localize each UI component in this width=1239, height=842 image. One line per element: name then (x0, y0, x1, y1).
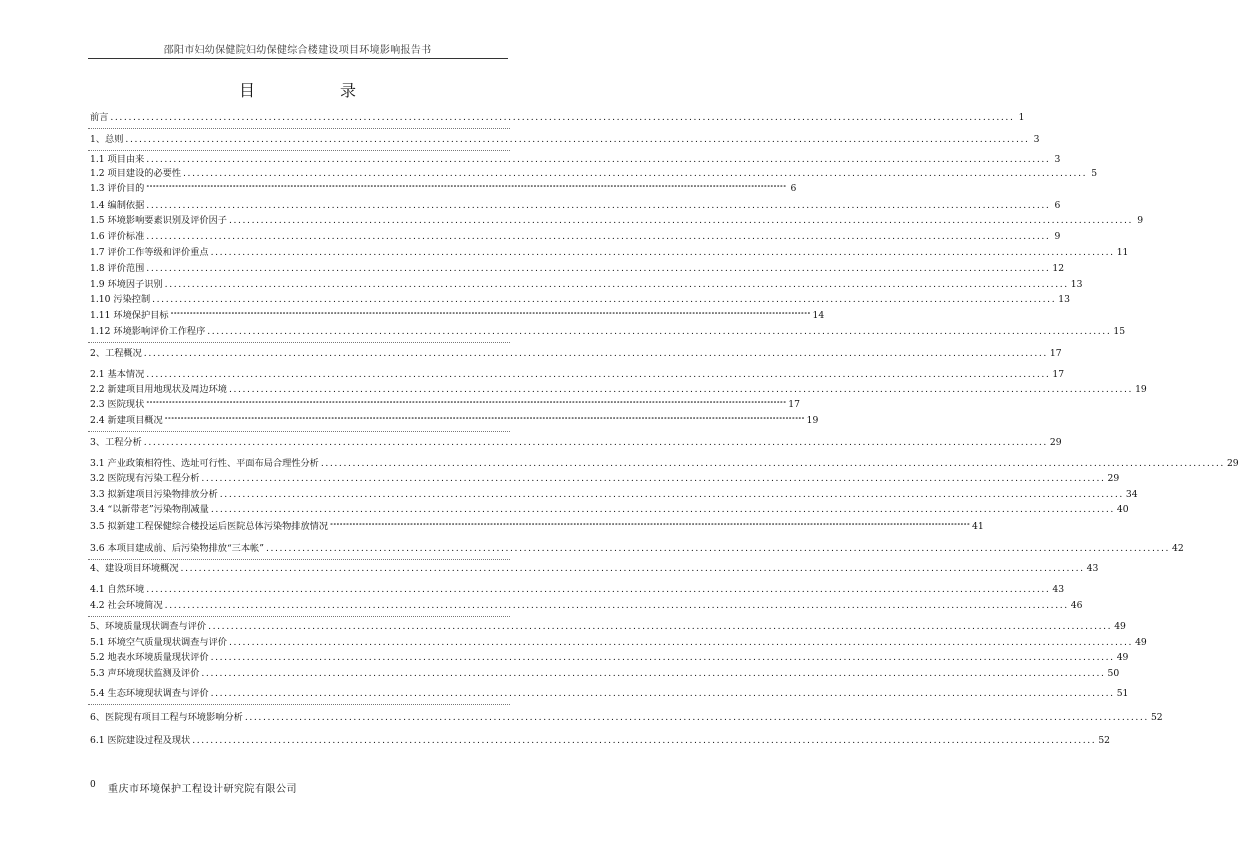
toc-entry-title: 3、工程分析 (90, 437, 142, 448)
toc-entry-title: 1.3 评价目的 (90, 183, 145, 194)
toc-entry-page: 5 (1091, 168, 1098, 179)
toc-entry-title: 1、总则 (90, 134, 124, 145)
toc-leader-dots: ........................................................................................................................................................................................................ (265, 543, 1171, 554)
toc-entry[interactable] (90, 712, 1163, 724)
toc-entry-title: 1.6 评价标准 (90, 231, 145, 242)
toc-entry[interactable] (90, 134, 1040, 146)
toc-leader-dots: ........................................................................................................................................................................................................ (219, 489, 1124, 500)
toc-leader-dots: ........................................................................................................................................................................................................ (146, 263, 1051, 274)
toc-entry-page: 43 (1086, 563, 1099, 574)
toc-leader-dots: °°°°°°°°°°°°°°°°°°°°°°°°°°°°°°°°°°°°°°°°°°°°°°°°°°°°°°°°°°°°°°°°°°°°°°°°°°°°°°°°°°°°°°°°°°°°°°°°°°°°°°°°°°°°°°°°°°°°°°°°°°°°°°°°°°°°°°°°°°°°°°°°°°°°°°°°°°°°°°°°°°°°°°°°°°°°°°°°°°°°°°°°°°°°°°°°°°°°°°°° (146, 401, 787, 408)
toc-entry[interactable] (90, 263, 1065, 275)
toc-entry-page: 52 (1150, 712, 1163, 723)
toc-leader-dots: ........................................................................................................................................................................................................ (208, 621, 1113, 632)
toc-leader-dots: °°°°°°°°°°°°°°°°°°°°°°°°°°°°°°°°°°°°°°°°°°°°°°°°°°°°°°°°°°°°°°°°°°°°°°°°°°°°°°°°°°°°°°°°°°°°°°°°°°°°°°°°°°°°°°°°°°°°°°°°°°°°°°°°°°°°°°°°°°°°°°°°°°°°°°°°°°°°°°°°°°°°°°°°°°°°°°°°°°°°°°°°°°°°°°°°°°°°°°°° (164, 417, 805, 424)
toc-entry-page: 19 (806, 415, 819, 426)
toc-entry-title: 3.4 “以新带老”污染物削减量 (90, 504, 209, 515)
toc-separator (88, 150, 510, 151)
toc-entry-title: 1.1 项目由来 (90, 154, 145, 165)
toc-entry-title: 1.5 环境影响要素识别及评价因子 (90, 215, 227, 226)
toc-entry-title: 3.2 医院现有污染工程分析 (90, 473, 200, 484)
toc-entry[interactable] (90, 348, 1062, 360)
toc-entry-page: 17 (1052, 369, 1065, 380)
toc-leader-dots: ........................................................................................................................................................................................................ (207, 326, 1112, 337)
toc-separator (88, 704, 510, 705)
toc-entry[interactable] (90, 458, 1239, 470)
toc-entry-page: 19 (1135, 384, 1147, 395)
toc-leader-dots: ........................................................................................................................................................................................................ (146, 231, 1051, 242)
toc-entry-title: 3.1 产业政策相符性、选址可行性、平面布局合理性分析 (90, 458, 319, 469)
toc-entry[interactable] (90, 600, 1083, 612)
toc-separator (88, 128, 510, 129)
toc-entry-page: 34 (1125, 489, 1138, 500)
toc-separator (88, 616, 510, 617)
toc-entry[interactable] (90, 200, 1061, 212)
toc-entry[interactable] (90, 399, 800, 411)
toc-entry[interactable] (90, 183, 797, 195)
toc-leader-dots: ........................................................................................................................................................................................................ (210, 688, 1115, 699)
toc-entry[interactable] (90, 521, 984, 533)
toc-entry[interactable] (90, 326, 1126, 338)
toc-entry-page: 42 (1172, 543, 1184, 554)
toc-entry[interactable] (90, 369, 1065, 381)
toc-entry[interactable] (90, 473, 1120, 485)
toc-leader-dots: ........................................................................................................................................................................................................ (146, 369, 1051, 380)
toc-entry-page: 6 (1054, 200, 1061, 211)
toc-entry[interactable] (90, 437, 1062, 449)
toc-entry-title: 4.2 社会环境简况 (90, 600, 163, 611)
toc-entry-page: 29 (1107, 473, 1120, 484)
toc-leader-dots: °°°°°°°°°°°°°°°°°°°°°°°°°°°°°°°°°°°°°°°°°°°°°°°°°°°°°°°°°°°°°°°°°°°°°°°°°°°°°°°°°°°°°°°°°°°°°°°°°°°°°°°°°°°°°°°°°°°°°°°°°°°°°°°°°°°°°°°°°°°°°°°°°°°°°°°°°°°°°°°°°°°°°°°°°°°°°°°°°°°°°°°°°°°°°°°°°°°°°°°° (146, 185, 787, 192)
toc-entry-page: 14 (812, 310, 825, 321)
toc-entry[interactable] (90, 652, 1129, 664)
toc-entry-title: 1.10 污染控制 (90, 294, 151, 305)
toc-entry[interactable] (90, 504, 1129, 516)
toc-entry-title: 2.2 新建项目用地现状及周边环境 (90, 384, 227, 395)
toc-entry[interactable] (90, 637, 1147, 649)
toc-leader-dots: ........................................................................................................................................................................................................ (228, 384, 1134, 395)
toc-leader-dots: ........................................................................................................................................................................................................ (244, 712, 1149, 723)
toc-entry-page: 3 (1033, 134, 1040, 145)
toc-leader-dots: °°°°°°°°°°°°°°°°°°°°°°°°°°°°°°°°°°°°°°°°°°°°°°°°°°°°°°°°°°°°°°°°°°°°°°°°°°°°°°°°°°°°°°°°°°°°°°°°°°°°°°°°°°°°°°°°°°°°°°°°°°°°°°°°°°°°°°°°°°°°°°°°°°°°°°°°°°°°°°°°°°°°°°°°°°°°°°°°°°°°°°°°°°°°°°°°°°°°°°°° (330, 523, 971, 530)
toc-entry-page: 46 (1070, 600, 1083, 611)
toc-entry[interactable] (90, 168, 1098, 180)
toc-entry-title: 1.8 评价范围 (90, 263, 145, 274)
toc-leader-dots: ........................................................................................................................................................................................................ (146, 154, 1051, 165)
toc-leader-dots: ........................................................................................................................................................................................................ (228, 637, 1134, 648)
toc-entry-title: 5.2 地表水环境质量现状评价 (90, 652, 209, 663)
toc-leader-dots: ........................................................................................................................................................................................................ (320, 458, 1225, 469)
toc-entry[interactable] (90, 543, 1184, 555)
toc-entry[interactable] (90, 154, 1061, 166)
toc-entry-title: 5.1 环境空气质量现状调查与评价 (90, 637, 227, 648)
toc-entry-page: 52 (1098, 735, 1111, 746)
toc-entry-title: 2.1 基本情况 (90, 369, 145, 380)
toc-entry[interactable] (90, 294, 1070, 306)
toc-leader-dots: ........................................................................................................................................................................................................ (164, 600, 1069, 611)
toc-entry-page: 15 (1113, 326, 1126, 337)
toc-entry-title: 5.3 声环境现状监测及评价 (90, 668, 200, 679)
toc-entry[interactable] (90, 112, 1025, 124)
toc-entry-page: 50 (1107, 668, 1120, 679)
toc-entry-title: 2、工程概况 (90, 348, 142, 359)
toc-leader-dots: ........................................................................................................................................................................................................ (110, 112, 1015, 123)
toc-leader-dots: ........................................................................................................................................................................................................ (201, 473, 1106, 484)
toc-entry-page: 51 (1116, 688, 1129, 699)
toc-entry-page: 3 (1054, 154, 1061, 165)
toc-entry[interactable] (90, 621, 1126, 633)
toc-entry-page: 12 (1052, 263, 1065, 274)
toc-leader-dots: ........................................................................................................................................................................................................ (201, 668, 1106, 679)
toc-leader-dots: ........................................................................................................................................................................................................ (152, 294, 1057, 305)
toc-entry-title: 4、建设项目环境概况 (90, 563, 179, 574)
toc-entry-page: 6 (790, 183, 797, 194)
toc-leader-dots: ........................................................................................................................................................................................................ (210, 247, 1115, 258)
toc-entry-title: 2.3 医院现状 (90, 399, 145, 410)
toc-entry-page: 9 (1137, 215, 1144, 226)
toc-leader-dots: ........................................................................................................................................................................................................ (210, 504, 1115, 515)
toc-entry-title: 1.9 环境因子识别 (90, 279, 163, 290)
toc-entry-page: 49 (1135, 637, 1147, 648)
toc-entry-title: 1.2 项目建设的必要性 (90, 168, 182, 179)
toc-entry-page: 13 (1058, 294, 1070, 305)
toc-entry-page: 43 (1052, 584, 1065, 595)
toc-entry[interactable] (90, 215, 1144, 227)
toc-entry-title: 2.4 新建项目概况 (90, 415, 163, 426)
toc-entry-title: 前言 (90, 112, 109, 123)
toc-entry-page: 49 (1114, 621, 1126, 632)
toc-entry-title: 1.12 环境影响评价工作程序 (90, 326, 206, 337)
running-header: 邵阳市妇幼保健院妇幼保健综合楼建设项目环境影响报告书 (163, 45, 432, 56)
toc-leader-dots: °°°°°°°°°°°°°°°°°°°°°°°°°°°°°°°°°°°°°°°°°°°°°°°°°°°°°°°°°°°°°°°°°°°°°°°°°°°°°°°°°°°°°°°°°°°°°°°°°°°°°°°°°°°°°°°°°°°°°°°°°°°°°°°°°°°°°°°°°°°°°°°°°°°°°°°°°°°°°°°°°°°°°°°°°°°°°°°°°°°°°°°°°°°°°°°°°°°°°°°° (170, 312, 811, 319)
toc-entry-page: 29 (1226, 458, 1239, 469)
toc-entry-page: 17 (788, 399, 800, 410)
toc-leader-dots: ........................................................................................................................................................................................................ (146, 584, 1051, 595)
toc-entry-page: 29 (1049, 437, 1062, 448)
toc-entry[interactable] (90, 247, 1129, 259)
toc-entry-page: 1 (1018, 112, 1025, 123)
toc-entry[interactable] (90, 279, 1083, 291)
toc-entry-title: 4.1 自然环境 (90, 584, 145, 595)
toc-leader-dots: ........................................................................................................................................................................................................ (180, 563, 1085, 574)
toc-entry-page: 13 (1070, 279, 1083, 290)
toc-entry[interactable] (90, 384, 1147, 396)
toc-entry-title: 1.4 编制依据 (90, 200, 145, 211)
toc-entry-title: 3.5 拟新建工程保健综合楼投运后医院总体污染物排放情况 (90, 521, 329, 532)
toc-entry-page: 41 (972, 521, 984, 532)
toc-leader-dots: ........................................................................................................................................................................................................ (183, 168, 1088, 179)
toc-leader-dots: ........................................................................................................................................................................................................ (143, 348, 1048, 359)
toc-entry-title: 3.3 拟新建项目污染物排放分析 (90, 489, 218, 500)
footer-organization: 重庆市环境保护工程设计研究院有限公司 (108, 784, 297, 795)
toc-entry[interactable] (90, 584, 1065, 596)
toc-entry[interactable] (90, 563, 1099, 575)
toc-entry-title: 5.4 生态环境现状调查与评价 (90, 688, 209, 699)
toc-leader-dots: ........................................................................................................................................................................................................ (146, 200, 1051, 211)
toc-entry-title: 6、医院现有项目工程与环境影响分析 (90, 712, 243, 723)
toc-entry-title: 1.7 评价工作等级和评价重点 (90, 247, 209, 258)
toc-leader-dots: ........................................................................................................................................................................................................ (210, 652, 1115, 663)
toc-entry-page: 9 (1054, 231, 1061, 242)
toc-entry[interactable] (90, 415, 819, 427)
toc-entry-page: 49 (1116, 652, 1129, 663)
toc-entry-title: 5、环境质量现状调查与评价 (90, 621, 207, 632)
toc-separator (88, 431, 510, 432)
toc-entry-page: 11 (1116, 247, 1129, 258)
toc-title: 目 录 (238, 81, 397, 100)
toc-entry-title: 3.6 本项目建成前、后污染物排放“三本帐” (90, 543, 264, 554)
toc-entry-title: 1.11 环境保护目标 (90, 310, 169, 321)
toc-leader-dots: ........................................................................................................................................................................................................ (143, 437, 1048, 448)
toc-leader-dots: ........................................................................................................................................................................................................ (228, 215, 1134, 226)
footer-page-number: 0 (90, 780, 96, 790)
toc-entry[interactable] (90, 310, 825, 322)
toc-separator (88, 559, 510, 560)
toc-entry[interactable] (90, 489, 1138, 501)
toc-entry[interactable] (90, 735, 1111, 747)
toc-separator (88, 342, 510, 343)
toc-leader-dots: ........................................................................................................................................................................................................ (125, 134, 1030, 145)
toc-entry[interactable] (90, 688, 1129, 700)
toc-entry-title: 6.1 医院建设过程及现状 (90, 735, 191, 746)
toc-leader-dots: ........................................................................................................................................................................................................ (164, 279, 1069, 290)
toc-entry-page: 17 (1049, 348, 1062, 359)
toc-entry-page: 40 (1116, 504, 1129, 515)
toc-entry[interactable] (90, 668, 1120, 680)
toc-leader-dots: ........................................................................................................................................................................................................ (192, 735, 1097, 746)
toc-entry[interactable] (90, 231, 1061, 243)
